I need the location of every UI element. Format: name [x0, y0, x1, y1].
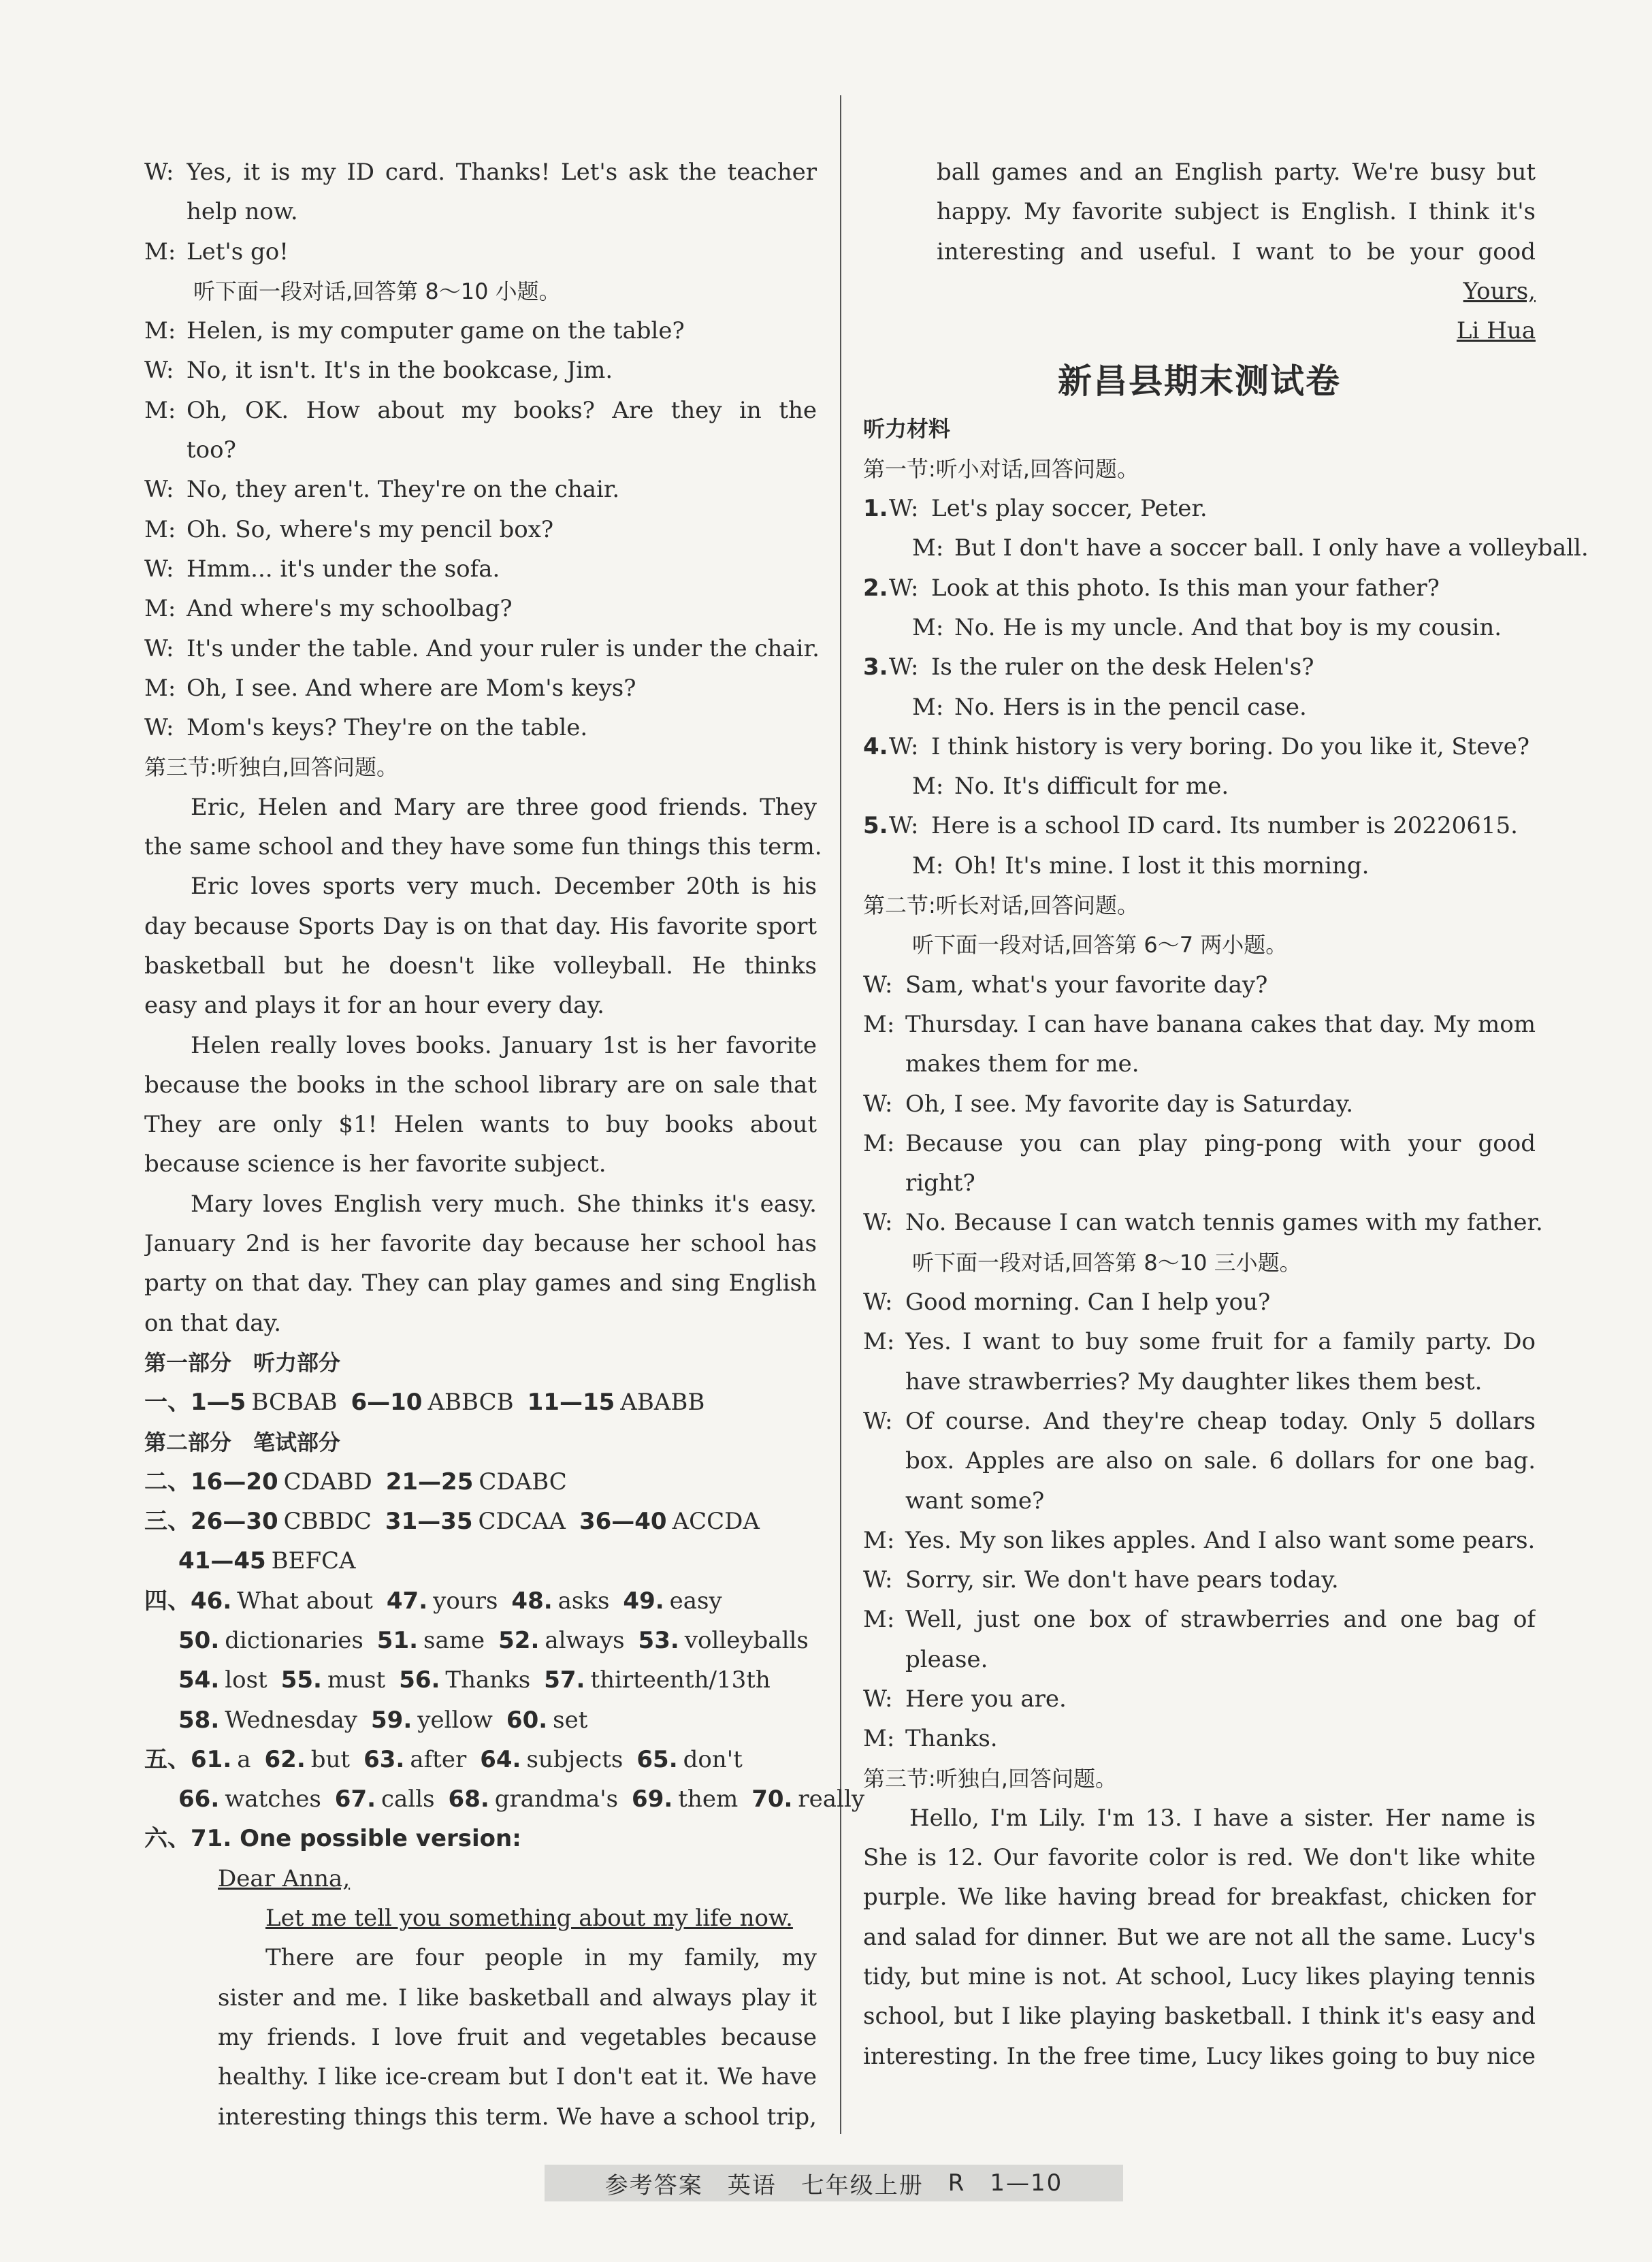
answer-item — [623, 1581, 722, 1621]
letter-closing — [863, 272, 1536, 311]
monologue-line: tidy, but mine is not. At school, Lucy likes playing tennis — [863, 1963, 1536, 1991]
dialogue-line — [863, 1005, 1536, 1044]
answer-value: CDCAA — [478, 1508, 566, 1536]
answer-value: dictionaries — [225, 1626, 363, 1654]
speaker-label: M: — [912, 613, 944, 641]
answer-value: them — [678, 1786, 739, 1813]
speaker-label: W: — [144, 476, 174, 504]
answer-key: 64. — [480, 1745, 521, 1773]
dialogue-continuation: help now. — [187, 198, 298, 226]
answer-value: ACCDA — [672, 1508, 760, 1536]
dialogue-line — [144, 589, 817, 628]
answer-value: ABABB — [620, 1389, 705, 1417]
dialogue-line — [144, 351, 817, 390]
dialogue-text: Here is a school ID card. Its number is 20220615. — [931, 812, 1518, 840]
answer-value: a — [237, 1745, 251, 1773]
dialogue-line — [863, 1600, 1536, 1639]
dialogue-text: Yes. My son likes apples. And I also want some pears. — [905, 1526, 1536, 1554]
dialogue-text: Oh, I see. My favorite day is Saturday. — [905, 1090, 1354, 1118]
dialogue-line — [863, 647, 1536, 687]
dialogue-continuation: box. Apples are also on sale. 6 dollars for one bag. — [905, 1447, 1536, 1475]
speaker-label: M: — [144, 396, 176, 424]
answer-item — [335, 1779, 435, 1819]
dialogue-line — [144, 510, 817, 549]
monologue-line: Hello, I'm Lily. I'm 13. I have a sister. Her name is — [909, 1804, 1536, 1832]
part-heading: 第一部分 听力部分 — [144, 1349, 341, 1376]
answer-item — [638, 1621, 809, 1660]
speaker-label: W: — [889, 732, 919, 760]
dialogue-text: Look at this photo. Is this man your father? — [931, 574, 1440, 602]
answer-row — [144, 1621, 817, 1660]
dialogue-continuation: want some? — [905, 1487, 1045, 1515]
answer-key: 二、16—20 — [144, 1468, 278, 1496]
dialogue-line — [863, 1084, 1536, 1124]
answer-item — [144, 1383, 337, 1422]
answer-key: 68. — [448, 1786, 489, 1813]
answer-value: easy — [669, 1587, 722, 1615]
answer-value: BEFCA — [271, 1547, 356, 1575]
dialogue-line — [863, 1203, 1543, 1242]
monologue-line: Eric, Helen and Mary are three good friends. They — [191, 793, 817, 821]
speaker-label: M: — [144, 595, 176, 623]
answer-key: 70. — [751, 1786, 793, 1813]
answer-key: 53. — [638, 1626, 679, 1654]
answer-row — [144, 1502, 817, 1541]
speaker-label: W: — [144, 714, 174, 742]
answer-key: 47. — [386, 1587, 428, 1615]
speaker-label: W: — [863, 1407, 893, 1435]
left-column — [144, 152, 865, 2137]
footer-edition: R — [948, 2169, 966, 2197]
column-divider — [840, 95, 841, 2134]
answer-row — [144, 1740, 817, 1779]
answer-item — [528, 1383, 705, 1422]
answer-key: 69. — [632, 1786, 673, 1813]
speaker-label: W: — [863, 1566, 893, 1594]
dialogue-line — [863, 965, 1536, 1005]
monologue-line: because the books in the school library are on sale that — [144, 1071, 817, 1099]
section-heading: 第三节:听独白,回答问题。 — [863, 1765, 1117, 1792]
letter-line: my friends. I love fruit and vegetables because — [218, 2023, 817, 2051]
letter-line: healthy. I like ice-cream but I don't eat it. We have — [218, 2063, 817, 2091]
answer-item — [506, 1700, 587, 1740]
monologue-line: day because Sports Day is on that day. His favorite sport — [144, 912, 817, 940]
dialogue-text: Because you can play ping-pong with your good — [905, 1129, 1536, 1157]
answer-key: 62. — [264, 1745, 306, 1773]
monologue-line: interesting. In the free time, Lucy likes going to buy nice — [863, 2042, 1536, 2070]
answer-key: 21—25 — [385, 1468, 474, 1496]
monologue-line: January 2nd is her favorite day because her school has — [144, 1230, 817, 1258]
dialogue-line — [144, 549, 817, 589]
answer-item — [144, 1581, 373, 1621]
item-number: 4. — [863, 732, 888, 760]
letter-line: There are four people in my family, my — [265, 1944, 817, 1972]
monologue-line: basketball but he doesn't like volleyball. He thinks — [144, 952, 817, 980]
answer-value: calls — [381, 1786, 435, 1813]
section-instruction: 听下面一段对话,回答第 8～10 小题。 — [193, 278, 561, 304]
answer-value: but — [310, 1745, 351, 1773]
answer-key: 50. — [178, 1626, 220, 1654]
dialogue-text: Oh. So, where's my pencil box? — [187, 515, 554, 543]
monologue-line: because science is her favorite subject. — [144, 1150, 606, 1178]
dialogue-line — [144, 152, 817, 192]
dialogue-text: Let's play soccer, Peter. — [931, 495, 1208, 523]
speaker-label: M: — [912, 693, 944, 721]
dialogue-line — [863, 1322, 1536, 1361]
speaker-label: W: — [144, 159, 174, 186]
answer-item — [387, 1581, 498, 1621]
answer-item — [281, 1660, 385, 1700]
dialogue-line — [863, 1282, 1536, 1322]
dialogue-line — [863, 1560, 1536, 1600]
answer-value: subjects — [526, 1745, 623, 1773]
section-instruction: 听下面一段对话,回答第 8～10 三小题。 — [912, 1249, 1301, 1276]
answer-key: 31—35 — [385, 1508, 473, 1536]
dialogue-text: Oh! It's mine. I lost it this morning. — [954, 852, 1370, 879]
answer-key: 四、46. — [144, 1587, 232, 1615]
right-column — [863, 152, 1589, 2076]
monologue-line: Mary loves English very much. She thinks it's easy. — [191, 1190, 817, 1218]
answer-key: 49. — [623, 1587, 664, 1615]
signature-text: Li Hua — [1456, 317, 1536, 345]
speaker-label: W: — [863, 1685, 893, 1713]
letter-first-line — [144, 1899, 817, 1938]
answer-item — [544, 1660, 771, 1700]
speaker-label: M: — [144, 515, 176, 543]
letter-salutation — [144, 1859, 817, 1899]
answer-key: 55. — [280, 1666, 322, 1694]
answer-item — [399, 1660, 530, 1700]
speaker-label: M: — [863, 1010, 895, 1038]
answer-item — [386, 1462, 567, 1502]
answer-item — [144, 1462, 372, 1502]
dialogue-text: But I don't have a soccer ball. I only have a volleyball. — [954, 534, 1589, 562]
letter-line: interesting things this term. We have a school trip, — [218, 2103, 817, 2131]
answer-item — [636, 1740, 742, 1779]
answer-item — [178, 1660, 268, 1700]
answer-key: 60. — [506, 1706, 548, 1734]
dialogue-line — [144, 629, 820, 668]
monologue-line: Helen really loves books. January 1st is her favorite — [191, 1031, 817, 1059]
dialogue-line — [863, 568, 1536, 608]
answer-key: 65. — [636, 1745, 678, 1773]
answer-item — [377, 1621, 485, 1660]
answer-key: 51. — [376, 1626, 419, 1654]
dialogue-continuation: have strawberries? My daughter likes them best. — [905, 1368, 1483, 1395]
answer-value: thirteenth/13th — [590, 1666, 771, 1694]
answer-item — [144, 1740, 251, 1779]
answer-item — [449, 1779, 619, 1819]
answer-row — [144, 1581, 817, 1621]
answer-value: lost — [225, 1666, 268, 1694]
answer-item — [480, 1740, 623, 1779]
speaker-label: W: — [889, 653, 919, 681]
answer-key: 五、61. — [144, 1745, 232, 1773]
speaker-label: W: — [889, 812, 919, 840]
speaker-label: W: — [889, 495, 919, 523]
answer-key: 三、26—30 — [144, 1508, 278, 1536]
answer-value: CDABC — [479, 1468, 567, 1496]
dialogue-continuation: right? — [905, 1169, 975, 1197]
answer-row — [144, 1462, 817, 1502]
answer-key: 11—15 — [527, 1389, 615, 1417]
answer-item — [632, 1779, 738, 1819]
answer-key: 一、1—5 — [144, 1389, 246, 1417]
dialogue-text: No, they aren't. They're on the chair. — [187, 476, 620, 504]
test-title: 新昌县期末测试卷 — [1058, 361, 1341, 402]
answer-value: ABBCB — [427, 1389, 514, 1417]
speaker-label: M: — [912, 534, 944, 562]
dialogue-line — [144, 668, 817, 708]
salutation-text: Dear Anna, — [218, 1864, 351, 1892]
answer-row — [144, 1660, 817, 1700]
section-heading: 第三节:听独白,回答问题。 — [144, 754, 398, 781]
answer-key: 67. — [334, 1786, 376, 1813]
dialogue-text: No, it isn't. It's in the bookcase, Jim. — [187, 357, 613, 385]
answer-item — [144, 1502, 372, 1541]
answer-value: volleyballs — [684, 1626, 809, 1654]
monologue-line: and salad for dinner. But we are not all the same. Lucy's — [863, 1923, 1536, 1951]
dialogue-text: No. He is my uncle. And that boy is my cousin. — [954, 613, 1502, 641]
monologue-line: the same school and they have some fun things this term. — [144, 833, 822, 861]
answer-value: grandma's — [494, 1786, 619, 1813]
answer-value: set — [553, 1706, 588, 1734]
speaker-label: M: — [144, 317, 176, 345]
monologue-line: easy and plays it for an hour every day. — [144, 992, 604, 1020]
answer-key: 54. — [178, 1666, 220, 1694]
dialogue-continuation: makes them for me. — [905, 1050, 1139, 1078]
speaker-label: M: — [912, 773, 944, 801]
dialogue-continuation: too? — [187, 436, 236, 464]
dialogue-line — [863, 846, 1536, 886]
dialogue-text: It's under the table. And your ruler is under the chair. — [187, 634, 820, 662]
monologue-line: Eric loves sports very much. December 20th is his — [191, 873, 817, 901]
speaker-label: M: — [863, 1129, 895, 1157]
speaker-label: W: — [144, 357, 174, 385]
answer-item — [363, 1740, 466, 1779]
answer-value: same — [423, 1626, 485, 1654]
footer-subject: 英语 — [727, 2171, 777, 2199]
monologue-line: They are only $1! Helen wants to buy books about — [144, 1111, 817, 1139]
letter-line: ball games and an English party. We're busy but — [937, 159, 1536, 186]
dialogue-line — [863, 1679, 1536, 1719]
answer-value: really — [798, 1786, 865, 1813]
dialogue-text: No. Hers is in the pencil case. — [954, 693, 1307, 721]
dialogue-continuation: please. — [905, 1645, 988, 1673]
speaker-label: M: — [144, 238, 176, 265]
answer-value: Wednesday — [225, 1706, 358, 1734]
speaker-label: W: — [144, 634, 174, 662]
dialogue-text: Here you are. — [905, 1685, 1067, 1713]
dialogue-line — [144, 232, 817, 272]
dialogue-text: Good morning. Can I help you? — [905, 1289, 1271, 1316]
dialogue-line — [144, 708, 817, 747]
dialogue-text: Yes. I want to buy some fruit for a family party. Do — [905, 1328, 1536, 1356]
dialogue-text: Helen, is my computer game on the table? — [187, 317, 685, 345]
footer-grade: 七年级上册 — [800, 2171, 924, 2199]
dialogue-line — [144, 391, 817, 430]
answer-value: What about — [237, 1587, 373, 1615]
part-heading: 第二部分 笔试部分 — [144, 1429, 341, 1455]
dialogue-text: I think history is very boring. Do you like it, Steve? — [931, 732, 1529, 760]
answer-key: 58. — [178, 1706, 220, 1734]
dialogue-text: Thanks. — [905, 1725, 998, 1753]
dialogue-line — [863, 1402, 1536, 1441]
dialogue-line — [863, 1124, 1536, 1163]
answer-item — [498, 1621, 624, 1660]
dialogue-line — [863, 1719, 1536, 1758]
answer-key: 36—40 — [579, 1508, 667, 1536]
listening-heading: 听力材料 — [863, 416, 951, 442]
dialogue-line — [144, 470, 817, 509]
dialogue-text: Hmm... it's under the sofa. — [187, 555, 500, 583]
answer-key: 66. — [178, 1786, 220, 1813]
dialogue-line — [863, 806, 1536, 845]
answer-item — [351, 1383, 513, 1422]
section-heading: 第一节:听小对话,回答问题。 — [863, 455, 1139, 482]
dialogue-line — [863, 688, 1536, 727]
dialogue-text: Thursday. I can have banana cakes that day. My mom — [905, 1010, 1536, 1038]
dialogue-line — [863, 608, 1536, 647]
answer-key: 41—45 — [178, 1547, 266, 1575]
footer-page: 1—10 — [990, 2169, 1063, 2197]
dialogue-line — [863, 1521, 1536, 1560]
answer-item — [371, 1700, 493, 1740]
answer-value: after — [410, 1745, 467, 1773]
dialogue-text: Oh, OK. How about my books? Are they in the — [187, 396, 817, 424]
answer-value: must — [327, 1666, 386, 1694]
answer-row — [144, 1541, 817, 1581]
closing-text: Yours, — [1463, 277, 1536, 305]
speaker-label: W: — [889, 574, 919, 602]
answer-item — [178, 1700, 357, 1740]
dialogue-line — [144, 311, 817, 351]
item-number: 2. — [863, 574, 888, 602]
dialogue-text: Sam, what's your favorite day? — [905, 971, 1268, 999]
speaker-label: W: — [144, 555, 174, 583]
item-number: 1. — [863, 495, 888, 523]
answer-value: CDABD — [283, 1468, 372, 1496]
answer-item — [385, 1502, 566, 1541]
answer-value: asks — [557, 1587, 610, 1615]
speaker-label: M: — [912, 852, 944, 879]
dialogue-text: Oh, I see. And where are Mom's keys? — [187, 674, 636, 702]
dialogue-text: Well, just one box of strawberries and one bag of — [905, 1606, 1536, 1634]
answer-value: yellow — [417, 1706, 493, 1734]
monologue-line: on that day. — [144, 1309, 282, 1337]
speaker-label: W: — [863, 1289, 893, 1316]
section-instruction: 听下面一段对话,回答第 6～7 两小题。 — [912, 932, 1288, 958]
letter-line: interesting and useful. I want to be your good — [937, 238, 1536, 265]
speaker-label: M: — [144, 674, 176, 702]
answer-key: 52. — [498, 1626, 540, 1654]
answer-row — [144, 1779, 865, 1819]
dialogue-line — [863, 766, 1536, 806]
dialogue-text: Mom's keys? They're on the table. — [187, 714, 588, 742]
writing-heading: 六、71. One possible version: — [144, 1825, 521, 1853]
dialogue-line — [863, 489, 1536, 528]
dialogue-text: No. Because I can watch tennis games with my father. — [905, 1209, 1543, 1237]
answer-value: Thanks — [445, 1666, 531, 1694]
answer-key: 57. — [544, 1666, 585, 1694]
answer-row — [144, 1383, 817, 1422]
speaker-label: W: — [863, 971, 893, 999]
letter-signature — [863, 311, 1536, 351]
monologue-line: school, but I like playing basketball. I think it's easy and — [863, 2003, 1536, 2031]
speaker-label: W: — [863, 1090, 893, 1118]
letter-first-text: Let me tell you something about my life now. — [265, 1905, 793, 1933]
speaker-label: M: — [863, 1328, 895, 1356]
item-number: 3. — [863, 653, 888, 681]
answer-item — [511, 1581, 609, 1621]
monologue-line: party on that day. They can play games and sing English — [144, 1270, 817, 1297]
page-footer — [545, 2165, 1123, 2201]
dialogue-line — [863, 528, 1589, 568]
speaker-label: W: — [863, 1209, 893, 1237]
answer-item — [265, 1740, 351, 1779]
answer-value: watches — [225, 1786, 321, 1813]
dialogue-line — [863, 727, 1536, 766]
answer-item — [751, 1779, 864, 1819]
item-number: 5. — [863, 812, 888, 840]
answer-key: 59. — [371, 1706, 412, 1734]
letter-line: happy. My favorite subject is English. I think it's — [937, 198, 1536, 226]
dialogue-text: Is the ruler on the desk Helen's? — [931, 653, 1314, 681]
speaker-label: M: — [863, 1725, 895, 1753]
answer-key: 63. — [363, 1745, 405, 1773]
dialogue-text: No. It's difficult for me. — [954, 773, 1229, 801]
monologue-line: purple. We like having bread for breakfast, chicken for — [863, 1884, 1536, 1911]
dialogue-text: Let's go! — [187, 238, 289, 265]
speaker-label: M: — [863, 1606, 895, 1634]
monologue-line: She is 12. Our favorite color is red. We don't like white — [863, 1844, 1536, 1872]
dialogue-text: And where's my schoolbag? — [187, 595, 513, 623]
answer-item — [178, 1541, 356, 1581]
answer-row — [144, 1700, 817, 1740]
answer-key: 48. — [511, 1587, 553, 1615]
answer-item — [178, 1621, 363, 1660]
dialogue-text: Yes, it is my ID card. Thanks! Let's ask the teacher — [187, 159, 817, 186]
answer-item — [579, 1502, 760, 1541]
section-heading: 第二节:听长对话,回答问题。 — [863, 892, 1139, 919]
answer-value: yours — [433, 1587, 498, 1615]
footer-label: 参考答案 — [604, 2171, 703, 2199]
answer-value: CBBDC — [283, 1508, 372, 1536]
answer-value: don't — [683, 1745, 743, 1773]
answer-item — [178, 1779, 321, 1819]
answer-value: always — [545, 1626, 625, 1654]
speaker-label: M: — [863, 1526, 895, 1554]
answer-value: BCBAB — [251, 1389, 338, 1417]
letter-line: sister and me. I like basketball and always play it — [218, 1984, 817, 2011]
dialogue-text: Of course. And they're cheap today. Only 5 dollars — [905, 1407, 1536, 1435]
dialogue-text: Sorry, sir. We don't have pears today. — [905, 1566, 1339, 1594]
answer-key: 56. — [399, 1666, 440, 1694]
answer-key: 6—10 — [351, 1389, 423, 1417]
